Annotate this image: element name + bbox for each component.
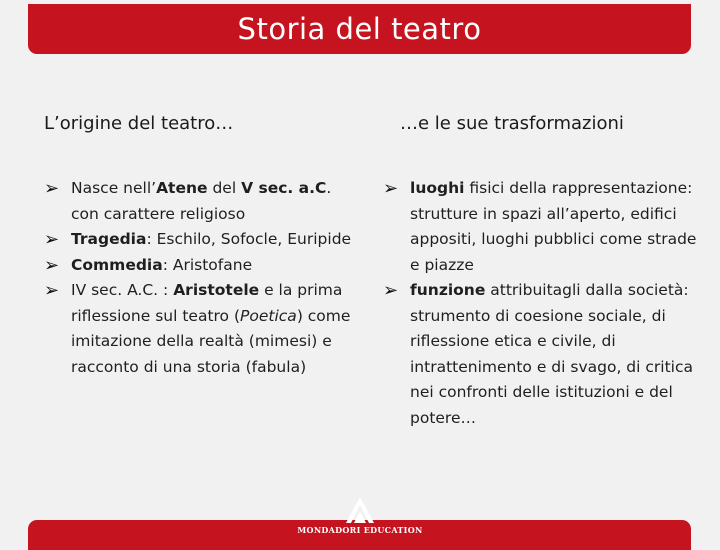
bullet-text: V sec. a.C (241, 179, 327, 197)
bullet-text: Atene (156, 179, 208, 197)
arrow-bullet-icon: ➢ (44, 254, 60, 276)
bullet-item (383, 176, 703, 278)
bullet-text: . con carattere religioso (71, 179, 332, 223)
publisher-logo (290, 496, 430, 540)
mondadori-logo-icon (340, 496, 380, 524)
bullet-text: : Eschilo, Sofocle, Euripide (146, 230, 352, 248)
bullet-text: Tragedia (71, 230, 147, 248)
bullet-text: Commedia (71, 255, 163, 274)
arrow-bullet-icon: ➢ (44, 178, 60, 199)
bullet-text: ) come imitazione della realtà (mimesi) e racconto di una storia (fabula) (71, 306, 351, 376)
left-column-heading: L’origine del teatro… (44, 113, 234, 134)
arrow-bullet-icon: ➢ (44, 229, 60, 250)
bullet-text: del (207, 179, 242, 197)
bullet-item (44, 227, 354, 253)
bullet-text: Poetica (240, 306, 297, 325)
bullet-text: attribuitagli dalla società: strumento di coesione sociale, di riflessione etica e civile, di intrattenimento e di svago, di critica nei confronti delle istituzioni e del potere… (410, 281, 693, 427)
bullet-item (44, 253, 354, 279)
logo-text: MONDADORI EDUCATION (297, 525, 423, 535)
bullet-item (44, 278, 354, 380)
slide-title: Storia del teatro (237, 12, 482, 46)
right-column-heading: …e le sue trasformazioni (400, 113, 624, 134)
bullet-text: : Aristofane (162, 255, 253, 274)
bullet-text: IV sec. A.C. : (71, 281, 174, 299)
bullet-item (383, 278, 703, 431)
bullet-text: Nasce nell’ (71, 179, 157, 197)
title-bar (28, 4, 691, 54)
bullet-text: funzione (410, 281, 486, 299)
bullet-item (44, 176, 354, 227)
arrow-bullet-icon: ➢ (383, 178, 399, 199)
bullet-text: fisici della rappresentazione: strutture in spazi all’aperto, edifici appositi, luoghi pubblici come strade e piazze (410, 179, 697, 274)
right-bullet-list (383, 176, 703, 431)
bullet-text: e la prima riflessione sul teatro ( (71, 281, 343, 325)
left-bullet-list (44, 176, 354, 380)
bullet-text: luoghi (410, 179, 465, 197)
arrow-bullet-icon: ➢ (383, 280, 399, 301)
arrow-bullet-icon: ➢ (44, 280, 60, 301)
bullet-text: Aristotele (173, 281, 260, 299)
